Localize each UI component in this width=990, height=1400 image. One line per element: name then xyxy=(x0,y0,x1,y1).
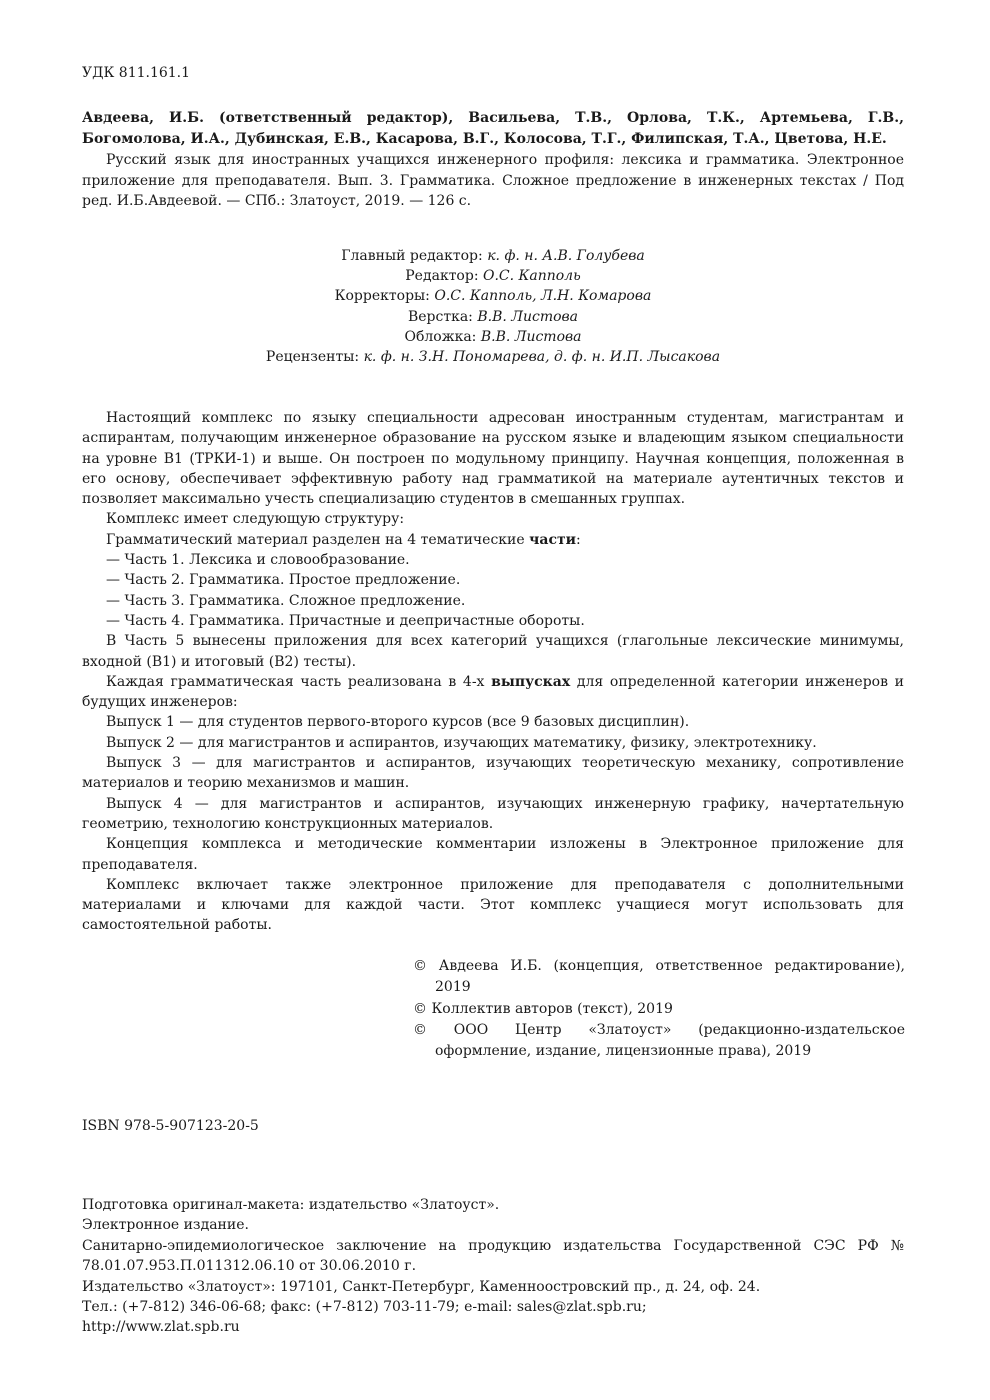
isbn: ISBN 978-5-907123-20-5 xyxy=(82,1118,259,1134)
credit-role: Верстка: xyxy=(407,308,473,325)
issue-item: Выпуск 4 — для магистрантов и аспирантов, изучающих инженерную графику, начертательную геометрию, технологию конструкционных материалов. xyxy=(82,795,904,832)
credit-cover xyxy=(82,327,904,347)
introduction-text xyxy=(82,408,904,936)
authors-list: Авдеева, И.Б. (ответственный редактор), Васильева, Т.В., Орлова, Т.К., Артемьева, Г.В., Богомолова, И.А., Дубинская, Е.В., Касарова, В.Г., Колосова, Т.Г., Филипская, Т.А., Цветова, Н.Е. xyxy=(82,110,904,147)
credit-name: О.С. Капполь xyxy=(483,268,581,285)
publisher-info xyxy=(82,1195,904,1338)
part-item: — Часть 4. Грамматика. Причастные и деепричастные обороты. xyxy=(106,612,585,629)
intro-paragraph xyxy=(82,530,904,550)
credit-name: О.С. Капполь, Л.Н. Комарова xyxy=(434,288,652,305)
credit-chief-editor xyxy=(82,246,904,266)
copyright-block xyxy=(413,956,905,1062)
issue-item: Выпуск 3 — для магистрантов и аспирантов, изучающих теоретическую механику, сопротивление материалов и теорию механизмов и машин. xyxy=(82,755,904,792)
credit-layout xyxy=(82,307,904,327)
part-item: — Часть 1. Лексика и словообразование. xyxy=(106,552,410,569)
part-item: — Часть 3. Грамматика. Сложное предложение. xyxy=(106,592,466,609)
text-span: : xyxy=(576,531,581,548)
credit-role: Рецензенты: xyxy=(265,349,360,366)
issue-item: Выпуск 2 — для магистрантов и аспирантов, изучающих математику, физику, электротехнику. xyxy=(106,734,817,751)
credit-role: Главный редактор: xyxy=(341,248,483,264)
prep-note: Подготовка оригинал-макета: издательство «Златоуст». xyxy=(82,1197,500,1213)
credit-name: к. ф. н. А.В. Голубева xyxy=(487,248,645,264)
publisher-address: Издательство «Златоуст»: 197101, Санкт-Петербург, Каменноостровский пр., д. 24, оф. 24. xyxy=(82,1278,761,1295)
text-span: для определенной категории инженеров и будущих инженеров: xyxy=(82,673,905,711)
credit-role: Обложка: xyxy=(404,328,477,345)
copyright-line: © ООО Центр «Златоуст» (редакционно-издательское оформление, издание, лицензионные права), 2019 xyxy=(413,1021,905,1060)
intro-paragraph: Комплекс имеет следующую структуру: xyxy=(106,511,405,528)
intro-paragraph: Настоящий комплекс по языку специальности адресован иностранным студентам, магистрантам и аспирантам, получающим инженерное образование на русском языке и владеющим языком специальности на уровне В1 (ТРКИ-1) и выше. Он построен по модульному принципу. Научная концепция, положенная в его основу, обеспечивает эффективную работу над грамматикой на материале аутентичных текстов и позволяет максимально учесть специализацию студентов в смешанных группах. xyxy=(82,410,904,508)
intro-paragraph: Концепция комплекса и методические комментарии изложены в Электронное приложение для преподавателя. xyxy=(82,836,904,873)
credit-role: Корректоры: xyxy=(334,288,430,305)
copyright-line: © Авдеева И.Б. (концепция, ответственное редактирование), 2019 xyxy=(413,958,905,996)
intro-paragraph: Комплекс включает также электронное приложение для преподавателя с дополнительными материалами и ключами для каждой части. Этот комплекс учащиеся могут использовать для самостоятельной работы. xyxy=(82,876,904,934)
sanitary-note: Санитарно-эпидемиологическое заключение на продукцию издательства Государственной СЭС РФ № 78.01.07.953.П.011312.06.10 от 30.06.2010 г. xyxy=(82,1237,904,1275)
copyright-line: © Коллектив авторов (текст), 2019 xyxy=(413,1000,673,1017)
credit-editor xyxy=(82,266,904,286)
bold-term: выпусках xyxy=(491,673,571,690)
intro-paragraph: В Часть 5 вынесены приложения для всех категорий учащихся (глагольные лексические минимумы, входной (В1) и итоговый (В2) тесты). xyxy=(82,633,904,670)
issue-item: Выпуск 1 — для студентов первого-второго курсов (все 9 базовых дисциплин). xyxy=(106,714,690,731)
credit-name: В.В. Листова xyxy=(480,328,582,345)
bibliographic-reference: Русский язык для иностранных учащихся инженерного профиля: лексика и грамматика. Электронное приложение для преподавателя. Вып. 3. Грамматика. Сложное предложение в инженерных текстах / Под ред. И.Б.Авдеевой. — СПб.: Златоуст, 2019. — 126 с. xyxy=(82,152,904,209)
publisher-url: http://www.zlat.spb.ru xyxy=(82,1319,240,1336)
credit-reviewers xyxy=(82,347,904,367)
publisher-contacts: Тел.: (+7-812) 346-06-68; факс: (+7-812) 703-11-79; e-mail: sales@zlat.spb.ru; xyxy=(82,1299,647,1316)
intro-paragraph xyxy=(82,672,904,713)
text-span: Каждая грамматическая часть реализована в 4-х xyxy=(106,673,492,690)
edition-note: Электронное издание. xyxy=(82,1217,249,1234)
credit-name: к. ф. н. З.Н. Пономарева, д. ф. н. И.П. Лысакова xyxy=(363,349,721,366)
udc-code: УДК 811.161.1 xyxy=(82,65,191,81)
credits-block xyxy=(82,246,904,367)
text-span: Грамматический материал разделен на 4 тематические xyxy=(106,531,530,548)
part-item: — Часть 2. Грамматика. Простое предложение. xyxy=(106,572,461,589)
credit-role: Редактор: xyxy=(405,268,479,285)
credit-name: В.В. Листова xyxy=(477,308,579,325)
bold-term: части xyxy=(529,531,577,548)
credit-proofreaders xyxy=(82,286,904,306)
